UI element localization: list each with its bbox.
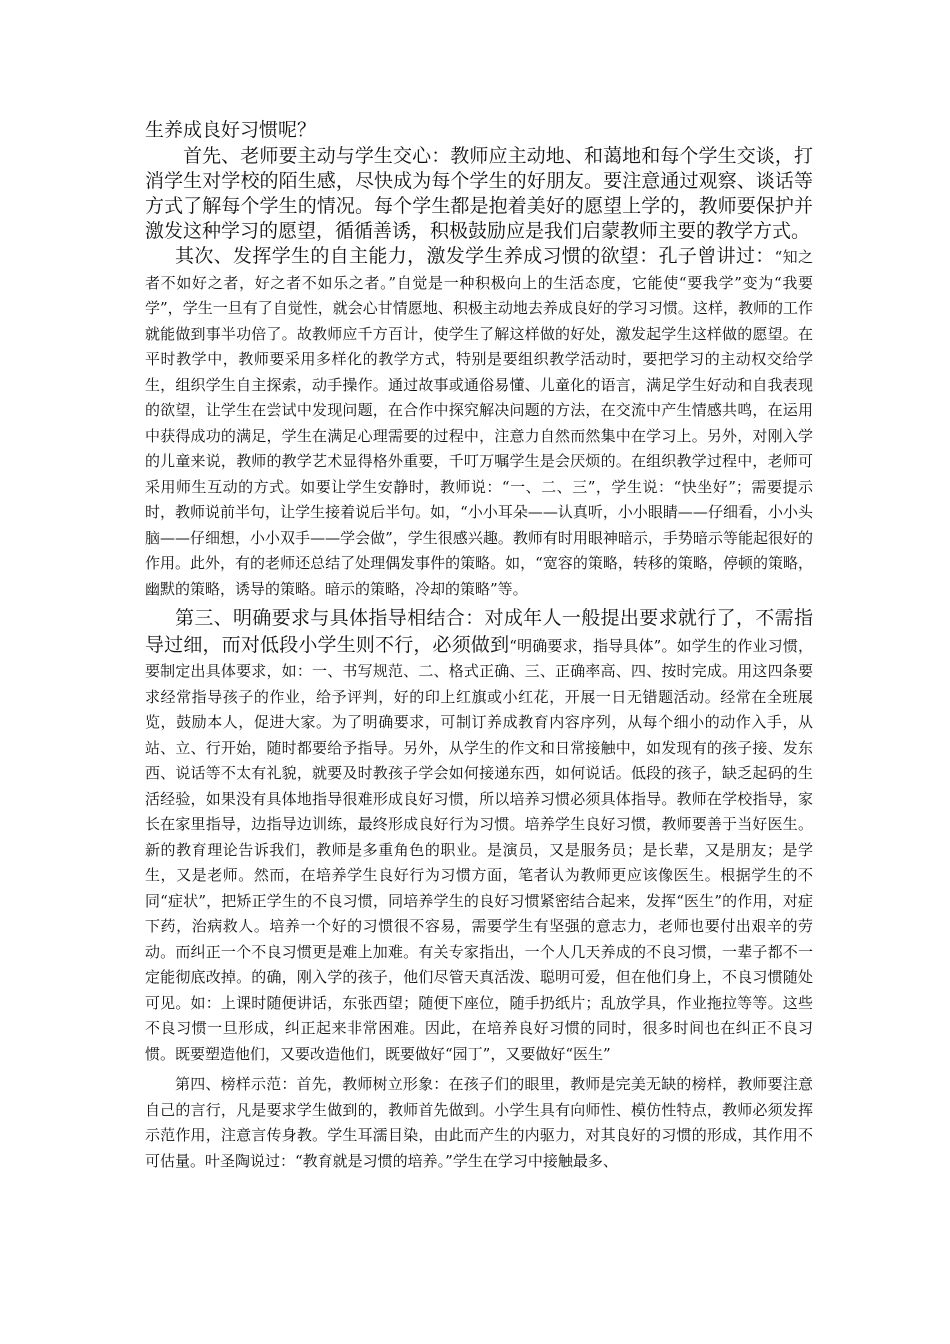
paragraph-2-text: 首先、老师要主动与学生交心：教师应主动地、和蔼地和每个学生交谈，打消学生对学校的陌生感，尽快成为每个学生的好朋友。要注意通过观察、谈话等方式了解每个学生的情况。每个学生都是抱着美好的愿望上学的，教师要保护并激发这种学习的愿望，循循善诱，积极鼓励应是我们启蒙教师主要的教学方式。: [145, 145, 813, 242]
paragraph-4: [145, 606, 813, 1067]
paragraph-3-heading: 其次、发挥学生的自主能力，激发学生养成习惯的欲望：孔子曾讲过：: [175, 245, 775, 267]
paragraph-1: [145, 118, 813, 143]
paragraph-5-text: 第四、榜样示范：首先，教师树立形象：在孩子们的眼里，教师是完美无缺的榜样，教师要注意自己的言行，凡是要求学生做到的，教师首先做到。小学生具有向师性、模仿性特点，教师必须发挥示范作用，注意言传身教。学生耳濡目染，由此而产生的内驱力，对其良好的习惯的形成，其作用不可估量。叶圣陶说过：“教育就是习惯的培养。”学生在学习中接触最多、: [145, 1075, 813, 1170]
paragraph-4-text: “明确要求，指导具体”。如学生的作业习惯，要制定出具体要求，如：一、书写规范、二、格式正确、三、正确率高、四、按时完成。用这四条要求经常指导孩子的作业，给予评判，好的印上红旗或小红花，开展一日无错题活动。经常在全班展览，鼓励本人，促进大家。为了明确要求，可制订养成教育内容序列，从每个细小的动作入手，从站、立、行开始，随时都要给予指导。另外，从学生的作文和日常接触中，如发现有的孩子接、发东西、说话等不太有礼貌，就要及时教孩子学会如何接递东西，如何说话。低段的孩子，缺乏起码的生活经验，如果没有具体地指导很难形成良好习惯，所以培养习惯必须具体指导。教师在学校指导，家长在家里指导，边指导边训练，最终形成良好行为习惯。培养学生良好习惯，教师要善于当好医生。新的教育理论告诉我们，教师是多重角色的职业。是演员，又是服务员；是长辈，又是朋友；是学生，又是老师。然而，在培养学生良好行为习惯方面，笔者认为教师更应该像医生。根据学生的不同“症状”，把矫正学生的不良习惯，同培养学生的良好习惯紧密结合起来，发挥“医生”的作用，对症下药，治病救人。培养一个好的习惯很不容易，需要学生有坚强的意志力，老师也要付出艰辛的劳动。而纠正一个不良习惯更是难上加难。有关专家指出，一个人几天养成的不良习惯，一辈子都不一定能彻底改掉。的确，刚入学的孩子，他们尽管天真活泼、聪明可爱，但在他们身上，不良习惯随处可见。如：上课时随便讲话，东张西望；随便下座位，随手扔纸片；乱放学具，作业拖拉等等。这些不良习惯一旦形成，纠正起来非常困难。因此，在培养良好习惯的同时，很多时间也在纠正不良习惯。既要塑造他们，又要改造他们，既要做好“园丁”，又要做好“医生”: [145, 636, 813, 1063]
paragraph-3-text: “知之者不如好之者，好之者不如乐之者。”自觉是一种积极向上的生活态度，它能使“要我学”变为“我要学”，学生一旦有了自觉性，就会心甘情愿地、积极主动地去养成良好的学习习惯。这样，教师的工作就能做到事半功倍了。故教师应千方百计，使学生了解这样做的好处，激发起学生这样做的愿望。在平时教学中，教师要采用多样化的教学方式，特别是要组织教学活动时，要把学习的主动权交给学生，组织学生自主探索，动手操作。通过故事或通俗易懂、儿童化的语言，满足学生好动和自我表现的欲望，让学生在尝试中发现问题，在合作中探究解决问题的方法，在交流中产生情感共鸣，在运用中获得成功的满足，学生在满足心理需要的过程中，注意力自然而然集中在学习上。另外，对刚入学的儿童来说，教师的教学艺术显得格外重要，千叮万嘱学生是会厌烦的。在组织教学过程中，老师可采用师生互动的方式。如要让学生安静时，教师说：“一、二、三”，学生说：“快坐好”；需要提示时，教师说前半句，让学生接着说后半句。如，“小小耳朵——认真听，小小眼睛——仔细看，小小头脑——仔细想，小小双手——学会做”，学生很感兴趣。教师有时用眼神暗示，手势暗示等能起很好的作用。此外，有的老师还总结了处理偶发事件的策略。如，“宽容的策略，转移的策略，停顿的策略，幽默的策略，诱导的策略。暗示的策略，冷却的策略”等。: [145, 248, 813, 598]
paragraph-3: [145, 244, 813, 602]
document-page: [145, 118, 813, 1174]
paragraph-5: [145, 1072, 813, 1174]
paragraph-4-heading: 第三、明确要求与具体指导相结合：对成年人一般提出要求就行了，不需指导过细，而对低段小学生则不行，必须做到: [145, 607, 813, 656]
paragraph-1-text: 生养成良好习惯呢？: [145, 119, 317, 141]
paragraph-2: [145, 144, 813, 244]
